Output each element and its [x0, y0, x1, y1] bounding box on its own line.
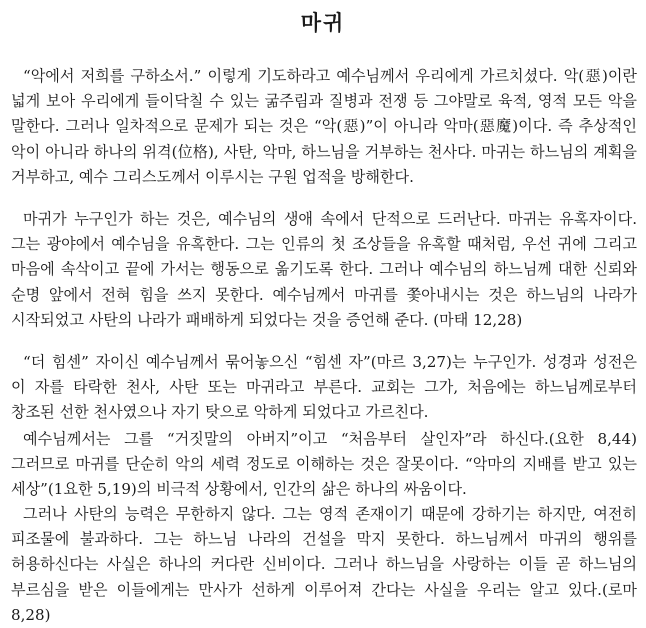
paragraph-3: “더 힘센” 자이신 예수님께서 묶어놓으신 “힘센 자”(마르 3,27)는 누구인가. 성경과 성전은 이 자를 타락한 천사, 사탄 또는 마귀라고 부른다. 교회는 그가, 처음에는 하느님께로부터 창조된 선한 천사였으나 자기 탓으로 악하게 되었다고 가르친다. [11, 353, 637, 422]
paragraph-4: 예수님께서는 그를 “거짓말의 아버지”이고 “처음부터 살인자”라 하신다.(요한 8,44) 그러므로 마귀를 단순히 악의 세력 정도로 이해하는 것은 잘못이다. “악마의 지배를 받고 있는 세상”(1요한 5,19)의 비극적 상황에서, 인간의 삶은 하나의 싸움이다. [11, 430, 637, 499]
paragraph-2: 마귀가 누구인가 하는 것은, 예수님의 생애 속에서 단적으로 드러난다. 마귀는 유혹자이다. 그는 광야에서 예수님을 유혹한다. 그는 인류의 첫 조상들을 유혹할 때처럼, 우선 귀에 그리고 마음에 속삭이고 끝에 가서는 행동으로 옮기도록 한다. 그러나 예수님의 하느님께 대한 신뢰와 순명 앞에서 전혀 힘을 쓰지 못한다. 예수님께서 마귀를 쫓아내시는 것은 하느님의 나라가 시작되었고 사탄의 나라가 패배하게 되었다는 것을 증언해 준다. (마태 12,28) [11, 210, 637, 329]
paragraph-1: “악에서 저희를 구하소서.” 이렇게 기도하라고 예수님께서 우리에게 가르치셨다. 악(惡)이란 넓게 보아 우리에게 들이닥칠 수 있는 굶주림과 질병과 전쟁 등 그야말로 육적, 영적 모든 악을 말한다. 그러나 일차적으로 문제가 되는 것은 “악(惡)”이 아니라 악마(惡魔)이다. 즉 추상적인 악이 아니라 하나의 위격(位格), 사탄, 악마, 하느님을 거부하는 천사다. 마귀는 하느님의 계획을 거부하고, 예수 그리스도께서 이루시는 구원 업적을 방해한다. [11, 67, 637, 186]
paragraph-5: 그러나 사탄의 능력은 무한하지 않다. 그는 영적 존재이기 때문에 강하기는 하지만, 여전히 피조물에 불과하다. 그는 하느님 나라의 건설을 막지 못한다. 하느님께서 마귀의 행위를 허용하신다는 사실은 하나의 커다란 신비이다. 그러나 하느님을 사랑하는 이들 곧 하느님의 부르심을 받은 이들에게는 만사가 선하게 이루어져 간다는 사실을 우리는 알고 있다.(로마 8,28) [11, 505, 637, 624]
page-title: 마귀 [300, 10, 346, 35]
